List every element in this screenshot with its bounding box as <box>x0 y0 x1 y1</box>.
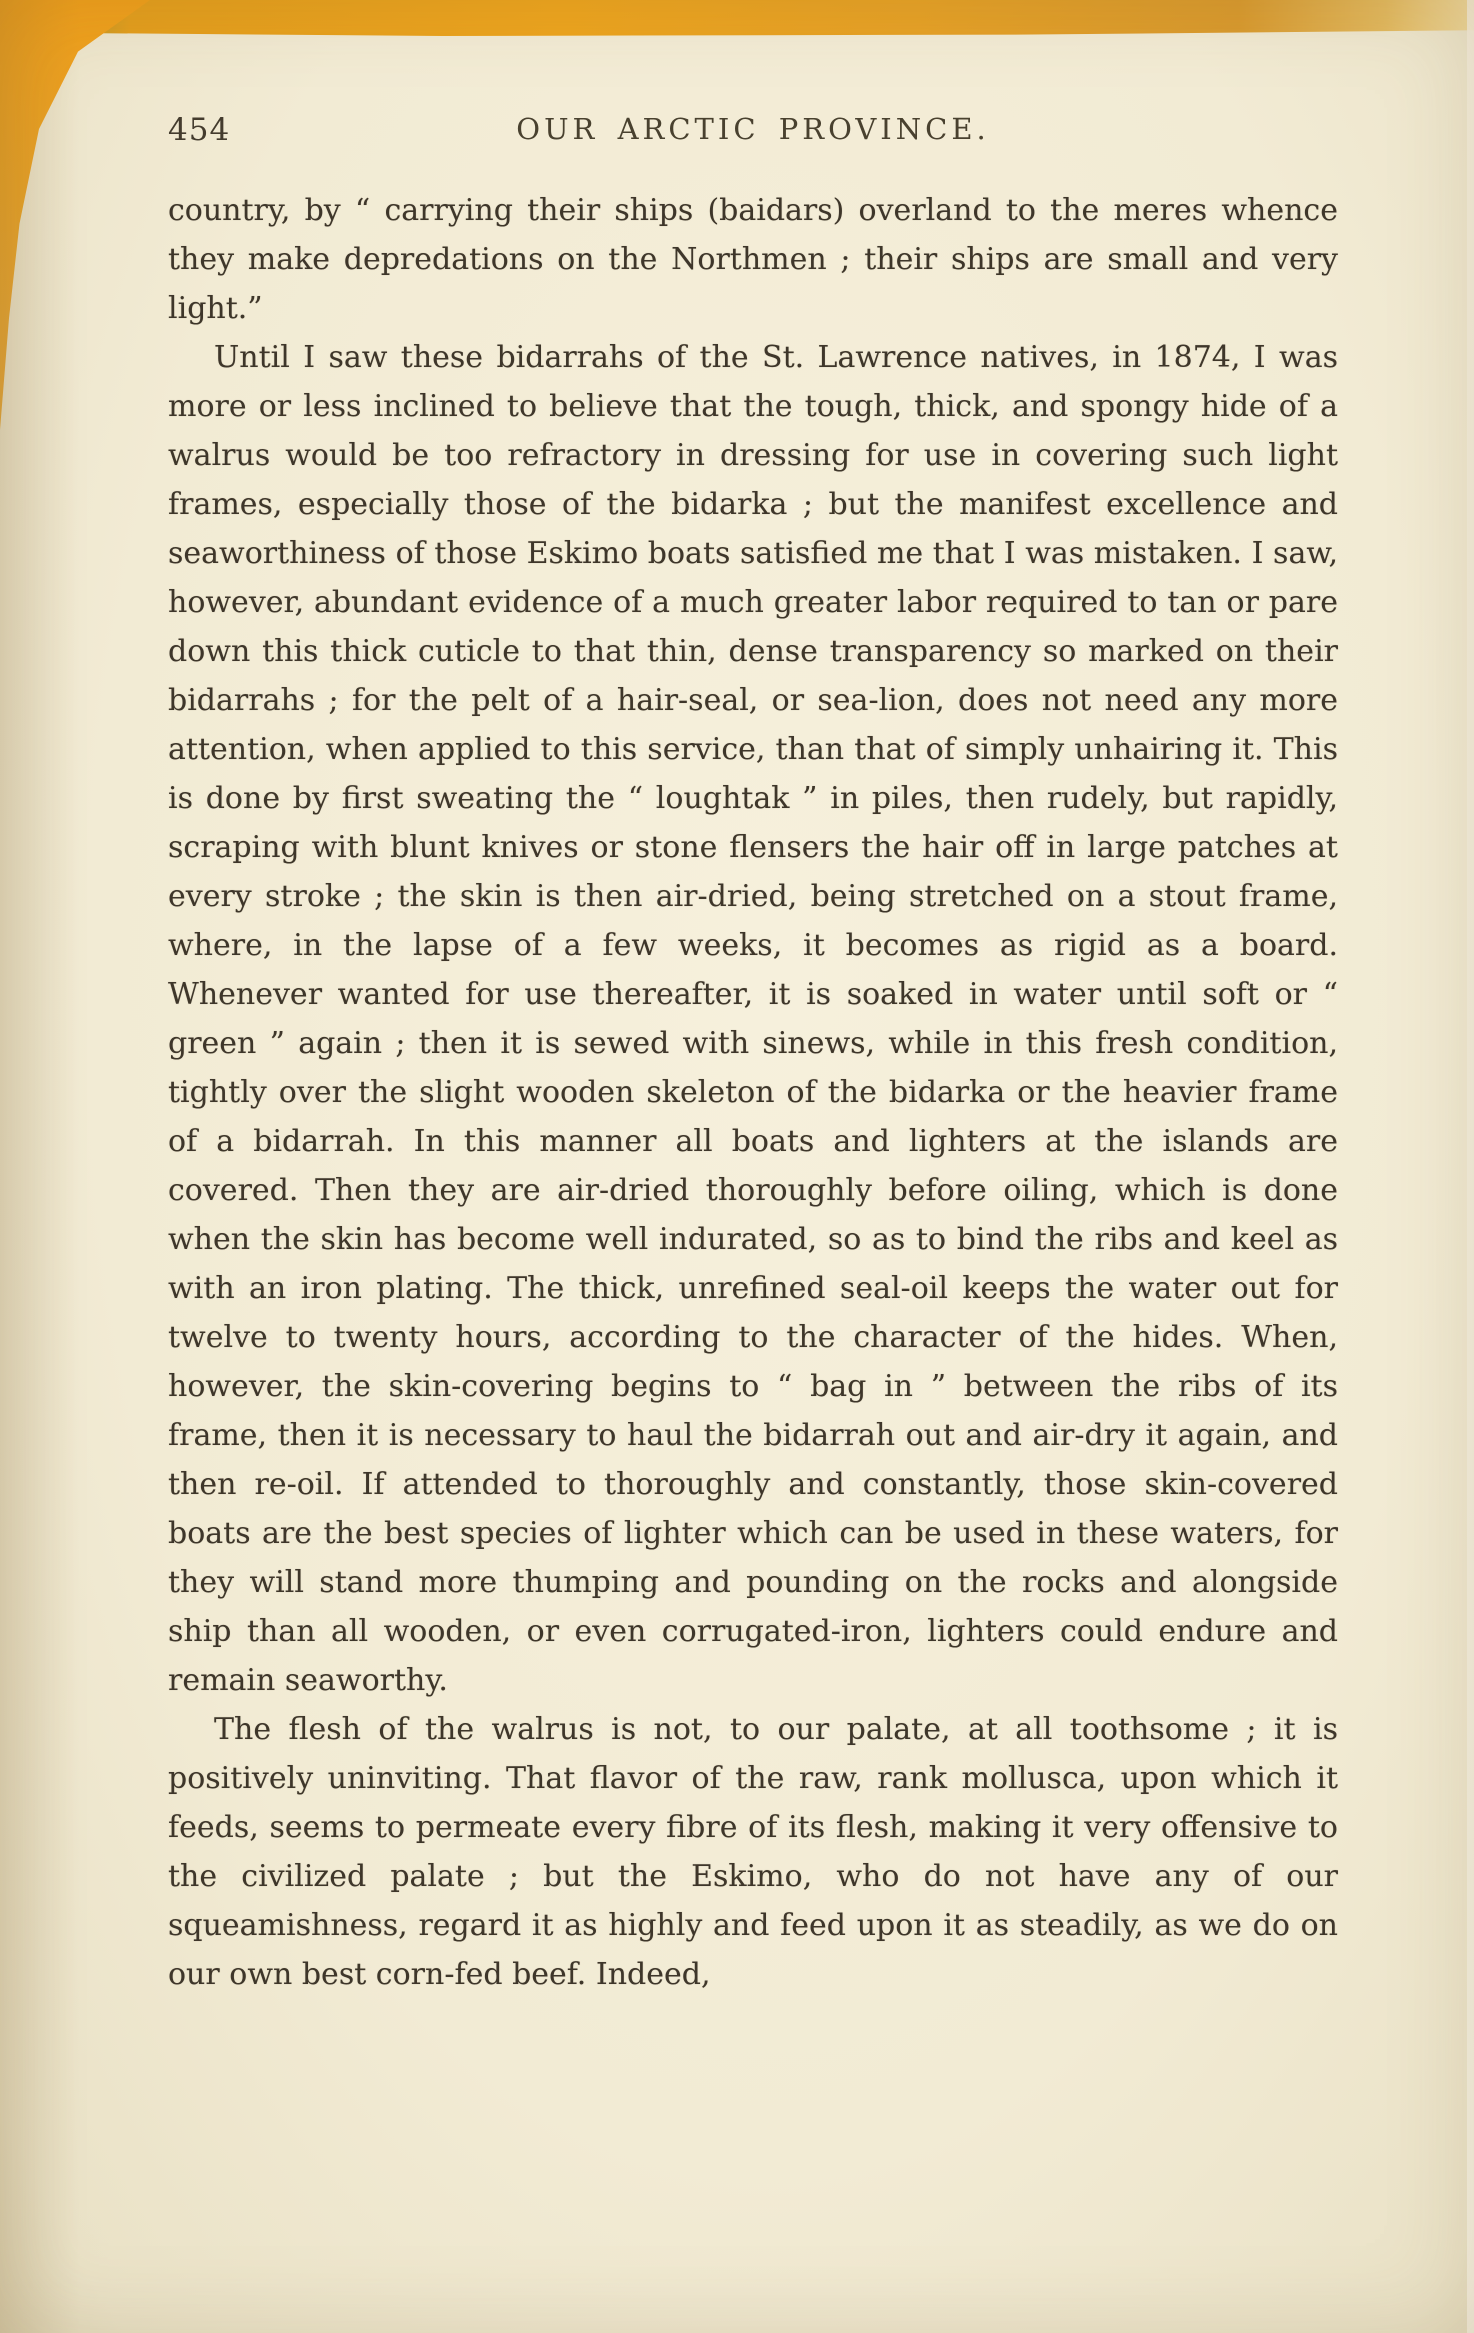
page-content <box>168 0 1338 1999</box>
page-right-edge <box>1467 0 1474 2333</box>
paragraph-continuation: country, by “ carrying their ships (baidars) overland to the meres whence they make depredations on the Northmen ; their ships are small and very light.” <box>168 193 1338 326</box>
page-header <box>168 112 1338 156</box>
paragraph-walrus-flesh: The flesh of the walrus is not, to our palate, at all toothsome ; it is positively uninviting. That flavor of the raw, rank mollusca, upon which it feeds, seems to permeate every fibre of its flesh, making it very offensive to the civilized palate ; but the Eskimo, who do not have any of our squeamishness, regard it as highly and feed upon it as steadily, as we do on our own best corn-fed beef. Indeed, <box>168 1712 1338 1992</box>
book-corner-edge <box>0 0 150 430</box>
gutter-shadow <box>0 0 80 2333</box>
page-number: 454 <box>168 112 231 148</box>
body-text <box>168 186 1338 1999</box>
running-header-title: OUR ARCTIC PROVINCE. <box>516 112 990 146</box>
paragraph-bidarrahs: Until I saw these bidarrahs of the St. Lawrence natives, in 1874, I was more or less inclined to believe that the tough, thick, and spongy hide of a walrus would be too refractory in dressing for use in covering such light frames, especially those of the bidarka ; but the manifest excellence and seaworthiness of those Eskimo boats satisfied me that I was mistaken. I saw, however, abundant evidence of a much greater labor required to tan or pare down this thick cuticle to that thin, dense transparency so marked on their bidarrahs ; for the pelt of a hair-seal, or sea-lion, does not need any more attention, when applied to this service, than that of simply unhairing it. This is done by first sweating the “ loughtak ” in piles, then rudely, but rapidly, scraping with blunt knives or stone flensers the hair off in large patches at every stroke ; the skin is then air-dried, being stretched on a stout frame, where, in the lapse of a few weeks, it becomes as rigid as a board. Whenever wanted for use thereafter, it is soaked in water until soft or “ green ” again ; then it is sewed with sinews, while in this fresh condition, tightly over the slight wooden skeleton of the bidarka or the heavier frame of a bidarrah. In this manner all boats and lighters at the islands are covered. Then they are air-dried thoroughly before oiling, which is done when the skin has become well indurated, so as to bind the ribs and keel as with an iron plating. The thick, unrefined seal-oil keeps the water out for twelve to twenty hours, according to the character of the hides. When, however, the skin-covering begins to “ bag in ” between the ribs of its frame, then it is necessary to haul the bidarrah out and air-dry it again, and then re-oil. If attended to thoroughly and constantly, those skin-covered boats are the best species of lighter which can be used in these waters, for they will stand more thumping and pounding on the rocks and alongside ship than all wooden, or even corrugated-iron, lighters could endure and remain seaworthy. <box>168 340 1338 1698</box>
